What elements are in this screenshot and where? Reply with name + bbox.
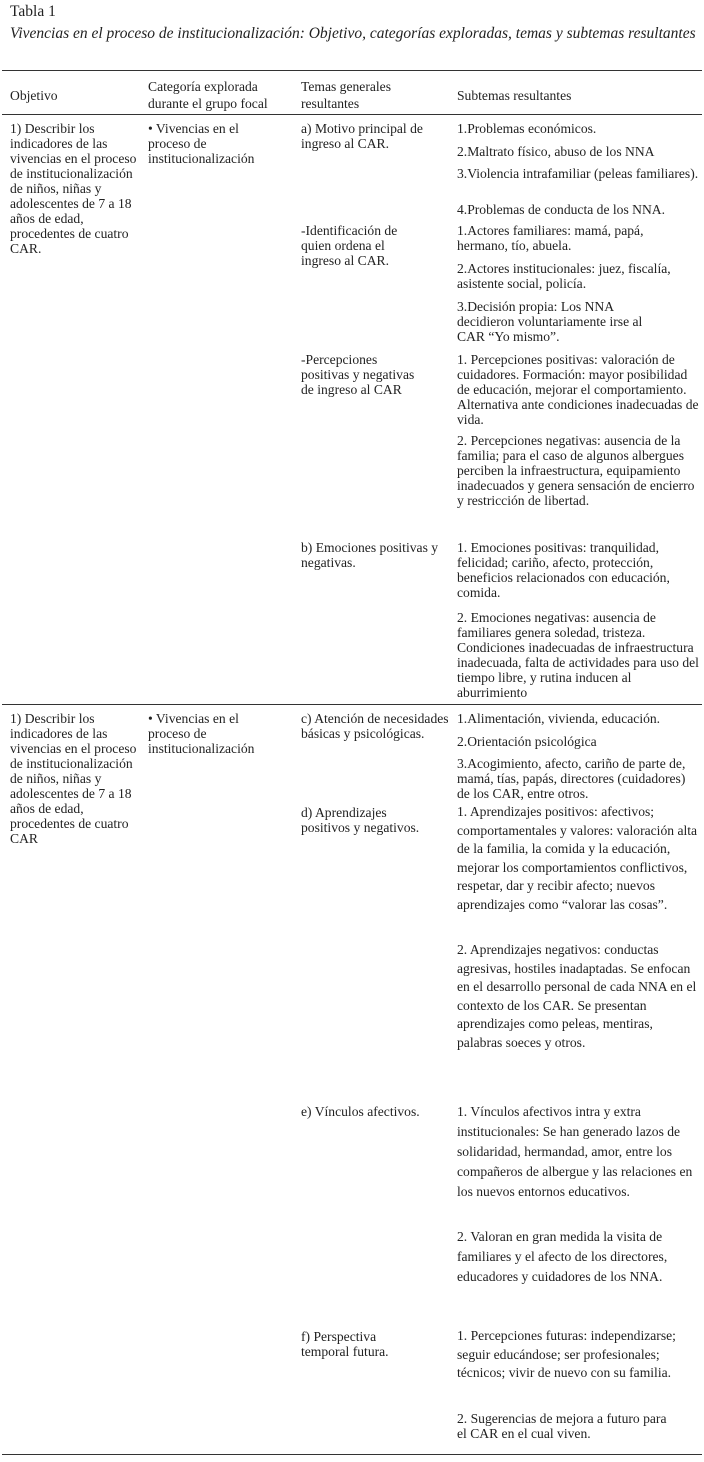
- table-number: Tabla 1: [10, 3, 56, 20]
- theme-cell: -Identificación de quien ordena el ingreso al CAR.: [301, 223, 398, 268]
- subtheme-item: 1.Alimentación, vivienda, educación.: [457, 711, 661, 726]
- subtheme-item: 1. Percepciones futuras: independizarse; seguir educándose; ser profesionales; técnicos; vivir de nuevo con su familia.: [457, 1328, 676, 1381]
- header-subtemas: Subtemas resultantes: [457, 88, 572, 103]
- subtheme-item: 1.Actores familiares: mamá, papá, hermano, tío, abuela.: [457, 223, 644, 253]
- header-temas: Temas generales resultantes: [301, 79, 392, 111]
- block-separator: [2, 704, 702, 705]
- subtheme-item: 2. Valoran en gran medida la visita de familiares y el afecto de los directores, educadores y cuidadores de los NNA.: [457, 1229, 668, 1284]
- header-objetivo: Objetivo: [10, 88, 58, 103]
- subtheme-item: 1. Aprendizajes positivos: afectivos; comportamentales y valores: valoración alta de la familia, la comida y la educación, mejorar los comportamientos conflictivos, respetar, dar y recibir afecto; nuevos aprendizajes como “valorar las cosas”.: [457, 804, 698, 912]
- theme-cell: -Percepciones positivas y negativas de ingreso al CAR: [301, 352, 415, 397]
- header-categoria: Categoría explorada durante el grupo focal: [148, 79, 268, 111]
- theme-cell: c) Atención de necesidades básicas y psicológicas.: [301, 711, 449, 741]
- subtheme-item: 2.Orientación psicológica: [457, 734, 597, 749]
- subtheme-item: 2.Actores institucionales: juez, fiscalía, asistente social, policía.: [457, 261, 671, 291]
- subtheme-item: 2. Sugerencias de mejora a futuro para el CAR en el cual viven.: [457, 1411, 667, 1441]
- subtheme-item: 4.Problemas de conducta de los NNA.: [457, 202, 666, 217]
- theme-cell: f) Perspectiva temporal futura.: [301, 1329, 389, 1359]
- theme-cell: a) Motivo principal de ingreso al CAR.: [301, 121, 423, 151]
- bottom-rule: [2, 1454, 702, 1455]
- category-cell: • Vivencias en el proceso de institucionalización: [148, 711, 255, 756]
- top-rule: [2, 70, 702, 71]
- subtheme-item: 3.Acogimiento, afecto, cariño de parte de, mamá, tías, papás, directores (cuidadores) de los CAR, entre otros.: [457, 756, 686, 801]
- theme-cell: e) Vínculos afectivos.: [301, 1104, 420, 1119]
- subtheme-item: 2. Aprendizajes negativos: conductas agresivas, hostiles inadaptadas. Se enfocan en el desarrollo personal de cada NNA en el contexto de los CAR. Se presentan aprendizajes como peleas, mentiras, palabras soeces y otros.: [457, 942, 697, 1050]
- theme-cell: b) Emociones positivas y negativas.: [301, 540, 439, 570]
- subtheme-item: 3.Decisión propia: Los NNA decidieron voluntariamente irse al CAR “Yo mismo”.: [457, 299, 643, 344]
- subtheme-item: 2.Maltrato físico, abuso de los NNA: [457, 144, 655, 159]
- table-caption: Vivencias en el proceso de institucionalización: Objetivo, categorías exploradas, temas y subtemas resultantes: [10, 25, 696, 42]
- subtheme-item: 2. Percepciones negativas: ausencia de la familia; para el caso de algunos albergues perciben la infraestructura, equipamiento inadecuados y genera sensación de encierro y restricción de libertad.: [457, 433, 695, 508]
- subtheme-item: 1. Percepciones positivas: valoración de cuidadores. Formación: mayor posibilidad de educación, mejorar el comportamiento. Alternativa ante condiciones inadecuadas de vida.: [457, 352, 699, 427]
- header-rule: [2, 114, 702, 115]
- subtheme-item: 3.Violencia intrafamiliar (peleas familiares).: [457, 166, 699, 181]
- subtheme-item: 1.Problemas económicos.: [457, 121, 597, 136]
- objective-cell: 1) Describir los indicadores de las vivencias en el proceso de institucionalización de niños, niñas y adolescentes de 7 a 18 años de edad, procedentes de cuatro CAR.: [10, 121, 137, 256]
- subtheme-item: 1. Emociones positivas: tranquilidad, felicidad; cariño, afecto, protección, beneficios relacionados con educación, comida.: [457, 540, 670, 600]
- subtheme-item: 1. Vínculos afectivos intra y extra institucionales: Se han generado lazos de solidaridad, hermandad, amor, entre los compañeros de albergue y las relaciones en los nuevos entornos educativos.: [457, 1104, 693, 1199]
- subtheme-item: 2. Emociones negativas: ausencia de familiares genera soledad, tristeza. Condiciones inadecuadas de infraestructura inadecuada, falta de actividades para uso del tiempo libre, y rutina inducen al aburrimiento: [457, 610, 699, 700]
- theme-cell: d) Aprendizajes positivos y negativos.: [301, 805, 420, 835]
- category-cell: • Vivencias en el proceso de institucionalización: [148, 121, 255, 166]
- objective-cell: 1) Describir los indicadores de las vivencias en el proceso de institucionalización de niños, niñas y adolescentes de 7 a 18 años de edad, procedentes de cuatro CAR: [10, 711, 137, 846]
